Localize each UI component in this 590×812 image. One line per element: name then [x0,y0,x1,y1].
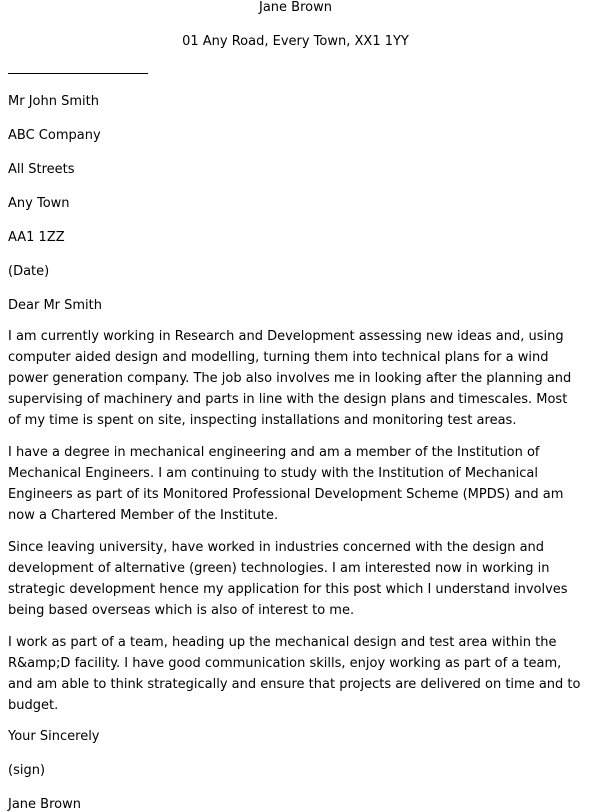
recipient-company: ABC Company [8,128,101,143]
salutation: Dear Mr Smith [8,298,103,313]
body-paragraph-4: I work as part of a team, heading up the mechanical design and test area within the R&amp;D facility. I have good communication skills, enjoy working as part of a team, and am able to think strategically and ensure that projects are delivered on time and to budget. [8,635,581,713]
sender-name: Jane Brown [259,0,332,15]
body-paragraph-2: I have a degree in mechanical engineering and am a member of the Institution of Mechanical Engineers. I am continuing to study with the Institution of Mechanical Engineers as part of its Monitored Professional Development Scheme (MPDS) and am now a Chartered Member of the Institute. [8,445,564,523]
sender-address: 01 Any Road, Every Town, XX1 1YY [182,34,409,49]
recipient-postcode: AA1 1ZZ [8,230,65,245]
body-paragraph-3: Since leaving university, have worked in industries concerned with the design and development of alternative (green) technologies. I am interested now in working in strategic development hence my application for this post which I understand involves being based overseas which is also of interest to me. [8,540,568,618]
letter-document [8,0,583,812]
closing: Your Sincerely [8,729,100,744]
signature-placeholder: (sign) [8,763,46,778]
body-paragraph-1: I am currently working in Research and Development assessing new ideas and, using computer aided design and modelling, turning them into technical plans for a wind power generation company. The job also involves me in looking after the planning and supervising of machinery and parts in line with the design plans and timescales. Most of my time is spent on site, inspecting installations and monitoring test areas. [8,329,572,428]
signoff-name: Jane Brown [8,797,81,812]
recipient-street: All Streets [8,162,75,177]
recipient-town: Any Town [8,196,70,211]
recipient-block [8,94,583,245]
recipient-name: Mr John Smith [8,94,99,109]
letter-date: (Date) [8,264,50,279]
horizontal-rule [8,73,148,74]
